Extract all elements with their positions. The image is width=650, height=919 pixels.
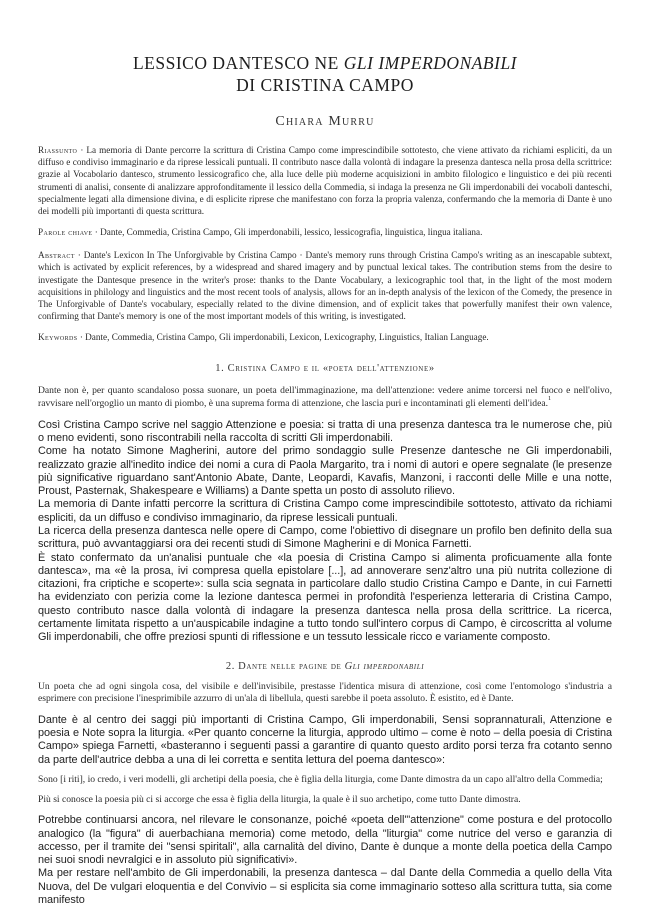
author-name: Chiara Murru xyxy=(275,114,375,129)
riassunto-text: · La memoria di Dante percorre la scrittura di Cristina Campo come imprescindibile sottotesto, che viene attivato da richiami espliciti, da un diffuso e condiviso immaginario e da riprese lessicali puntuali. Il contributo nasce dalla volontà di indagare la presenza dantesca nella prosa della scrittrice: grazie al Vocabolario dantesco, strumento lessicografico che, alla luce delle più moderne acquisizioni in ambito filologico e linguistico e dei più recenti strumenti di analisi, consente di analizzare approfonditamente il lessico della Commedia, si indaga la presenza ne Gli imperdonabili dei vocaboli danteschi, specialmente legati alla dimensione divina, e di esplicite riprese che manifestano con forza la propria valenza, confermando che la memoria di Dante è uno dei modelli più importanti di questa scrittura. xyxy=(38,145,612,217)
abstract xyxy=(38,249,612,322)
parole-chiave xyxy=(38,226,612,238)
section-2-heading-italic: Gli imperdonabili xyxy=(344,660,425,672)
paper-page xyxy=(38,52,612,907)
section-2-body xyxy=(38,814,612,907)
title-line1-italic: GLI IMPERDONABILI xyxy=(343,53,518,73)
footnote-marker: 1 xyxy=(548,395,552,403)
section-1-paragraph: La memoria di Dante infatti percorre la scrittura di Cristina Campo come imprescindibile sottotesto, attivato da richiami espliciti, da un diffuso e condiviso immaginario, da riprese lessicali puntuali. xyxy=(38,498,612,524)
section-2-paragraph-3: Ma per restare nell'ambito de Gli imperdonabili, la presenza dantesca – dal Dante della Commedia a quello della Vita Nuova, del De vulgari eloquentia e del Convivio – si esplicita sia come immaginario sotteso alla scrittura tutta, sia come manifesto xyxy=(38,867,612,907)
parole-chiave-lead: Parole chiave xyxy=(38,227,93,238)
riassunto-lead: Riassunto xyxy=(38,145,78,155)
keywords-lead: Keywords xyxy=(38,332,78,343)
section-1-body xyxy=(38,419,612,645)
section-2-quote-2: Più si conosce la poesia più ci si accorge che essa è figlia della liturgia, la quale è il suo archetipo, come tutto Dante dimostra. xyxy=(38,793,521,805)
title-line2: DI CRISTINA CAMPO xyxy=(236,75,414,95)
parole-chiave-text: · Dante, Commedia, Cristina Campo, Gli imperdonabili, lessico, lessicografia, linguistica, lingua italiana. xyxy=(92,227,483,238)
riassunto xyxy=(38,144,612,217)
section-1-paragraph: Come ha notato Simone Magherini, autore del primo sondaggio sulle Presenze dantesche ne Gli imperdonabili, realizzato grazie all'inedito indice dei nomi a cura di Paola Margarito, tra i nomi di autori e opere segnalate (le presenze più significative riguardano sant'Antonio Abate, Dante, Leopardi, Kavafis, Manzoni, i racconti delle Mille e una notte, Proust, Pasternak, Shakespeare e Williams) a Dante spetta un posto di assoluto rilievo. xyxy=(38,445,612,498)
abstract-text: · Dante's Lexicon In The Unforgivable by Cristina Campo · Dante's memory runs through Cristina Campo's writing as an inescapable subtext, which is activated by explicit references, by a widespread and shared imagery and by punctual lexical takes. The contribution stems from the desire to investigate the Dantesque presence in the writer's prose: thanks to the Dante Vocabulary, a lexicographic tool that, in the light of the most modern acquisitions in philology and linguistics and the most recent tools of analysis, allows for an in-depth analysis of the lexicon of the Comedy, the presence in The Unforgivable of Dante's vocabulary, especially related to the divine dimension, and of explicit takes that powerfully manifest their own valence, confirming that Dante's memory is one of the most important models of this writing, is investigated. xyxy=(38,250,612,322)
section-1-epigraph xyxy=(38,385,612,410)
section-2-paragraph-2: Potrebbe continuarsi ancora, nel rilevare le consonanze, poiché «poeta dell'"attenzione" come postura e del protocollo analogico (la "figura" di auerbachiana memoria) come metodo, della "liturgia" come nutrice del verso e garanzia di accesso, per il tramite dei "sensi spiritali", alla carnalità del divino, Dante è dunque a monte della poetica della Campo nei suoi snodi nevralgici e in assoluto più significativi». xyxy=(38,814,612,867)
keywords xyxy=(38,331,612,343)
section-2-heading-prefix: 2. Dante nelle pagine de xyxy=(225,660,345,672)
section-1-paragraph: Così Cristina Campo scrive nel saggio Attenzione e poesia: si tratta di una presenza dantesca tra le numerose che, più o meno evidenti, sono riscontrabili nella raccolta di scritti Gli imperdonabili. xyxy=(38,418,612,444)
section-2-quote-1: Sono [i riti], io credo, i veri modelli, gli archetipi della poesia, che è figlia della liturgia, come Dante dimostra da un capo all'altro della Commedia; xyxy=(38,774,603,786)
section-2-epigraph: Un poeta che ad ogni singola cosa, del visibile e dell'invisibile, prestasse l'identica misura di attenzione, così come l'entomologo s'industria a esprimere con precisione l'inesprimibile azzurro di un'ala di libellula, questi sarebbe il poeta assoluto. È esistito, ed è Dante. xyxy=(38,680,612,705)
section-2-paragraph-1: Dante è al centro dei saggi più importanti di Cristina Campo, Gli imperdonabili, Sensi soprannaturali, Attenzione e poesia e Note sopra la liturgia. «Per quanto concerne la liturgia, approdo ultimo – come è noto – della poesia di Cristina Campo» spiega Farnetti, «basteranno i seguenti passi a garantire di quanto questo ardito porsi terza fra cotanto senno da parte dell'autrice debba a una di lei corretta e sentita lettura del poema dantesco»: xyxy=(38,713,612,766)
title-line1-prefix: LESSICO DANTESCO NE xyxy=(132,53,344,73)
section-1-heading: 1. Cristina Campo e il «poeta dell'attenzione» xyxy=(215,363,435,375)
section-1-epigraph-text: Dante non è, per quanto scandaloso possa suonare, un poeta dell'immaginazione, ma dell'attenzione: vedere anime torcersi nel fuoco e nell'olivo, ravvisare nell'orgoglio un manto di piombo, è una suprema forma di attenzione, che lascia puri e incontaminati gli elementi dell'idea. xyxy=(38,385,612,410)
keywords-text: · Dante, Commedia, Cristina Campo, Gli imperdonabili, Lexicon, Lexicography, Linguistics, Italian Language. xyxy=(77,332,489,343)
article-title xyxy=(38,52,612,96)
abstract-lead: Abstract xyxy=(38,250,75,261)
section-1-paragraph: È stato confermato da un'analisi puntuale che «la poesia di Cristina Campo si alimenta proficuamente alla fonte dantesca», ma «è la prosa, ivi compresa quella epistolare [...], ad annoverare senz'altro una più nutrita collezione di citazioni, fra criptiche e scoperte»: sulla scia segnata in particolare dallo studio Cristina Campo e Dante, in cui Farnetti ha evidenziato con perizia come la lezione dantesca permei in profondità l'esperienza letteraria di Cristina Campo, questo contributo nasce dalla volontà di indagare la presenza dantesca nella prosa della scrittrice. La ricerca, certamente limitata rispetto a un'auspicabile indagine a tutto tondo sull'intero corpus di Campo, è circoscritta al volume Gli imperdonabili, che offre preziosi spunti di riflessione e un tessuto lessicale ricco e variamente composto. xyxy=(38,551,612,644)
section-1-paragraph: La ricerca della presenza dantesca nelle opere di Campo, come l'obiettivo di disegnare un profilo ben definito della sua scrittura, può avvantaggiarsi ora dei recenti studi di Simone Magherini e di Monica Farnetti. xyxy=(38,525,612,551)
section-2-heading xyxy=(38,661,612,672)
